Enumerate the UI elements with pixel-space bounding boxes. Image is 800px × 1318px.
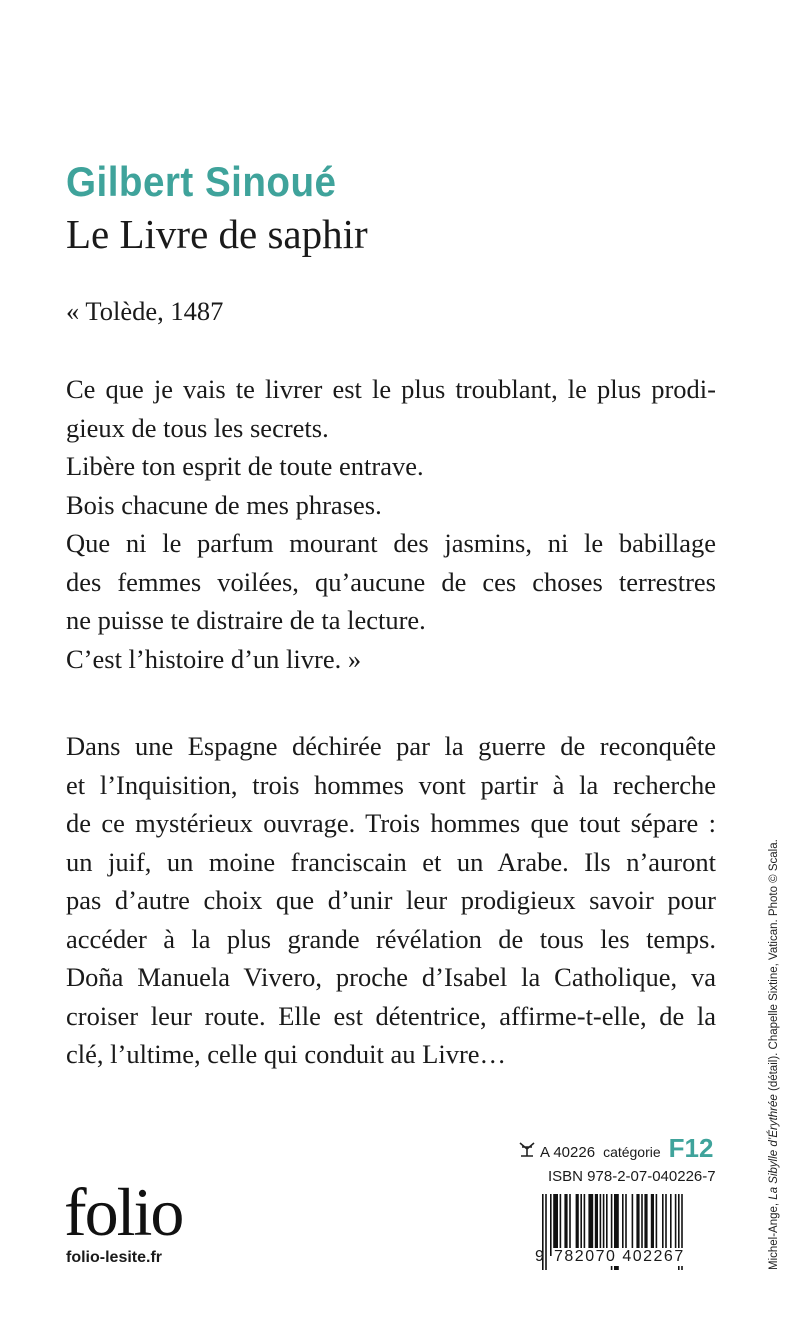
barcode-bar — [603, 1194, 605, 1256]
barcode-bar — [651, 1194, 654, 1256]
barcode-bar — [564, 1194, 567, 1256]
barcode-bar — [595, 1194, 598, 1256]
barcode-bar — [553, 1194, 558, 1256]
quote-line: Ce que je vais te livrer est le plus troublant, le plus prodi- — [66, 374, 716, 404]
synopsis-line: et l’Inquisition, trois hommes vont partir à la recherche — [66, 769, 716, 800]
barcode-bar — [606, 1194, 608, 1256]
author-name: Gilbert Sinoué — [66, 158, 337, 205]
barcode-digits: 782070 402267 — [554, 1248, 685, 1265]
barcode-bar — [580, 1194, 582, 1256]
catalog-info — [518, 1133, 713, 1163]
synopsis-line: de ce mystérieux ouvrage. Trois hommes que tout sépare : — [66, 808, 716, 838]
barcode-bar — [560, 1194, 562, 1256]
synopsis-line: croiser leur route. Elle est détentrice, affirme-t-elle, de la — [66, 1000, 716, 1031]
barcode-bar — [675, 1194, 677, 1256]
barcode-bar — [576, 1194, 579, 1256]
dateline-text: « Tolède, 1487 — [66, 296, 224, 326]
epigraph-quote — [66, 370, 716, 678]
synopsis-line: Dans une Espagne déchirée par la guerre de reconquête — [66, 731, 716, 761]
publisher-emblem-icon — [518, 1141, 536, 1162]
barcode-bar — [641, 1194, 643, 1256]
barcode-bar — [545, 1194, 547, 1270]
barcode-bar — [569, 1194, 571, 1256]
barcode-bar — [632, 1194, 634, 1256]
barcode-bar — [588, 1194, 593, 1256]
quote-line: Libère ton esprit de toute entrave. — [66, 451, 424, 481]
quote-line: gieux de tous les secrets. — [66, 412, 329, 443]
barcode-bar — [670, 1194, 672, 1256]
quote-line: C’est l’histoire d’un livre. » — [66, 643, 362, 674]
category-code: F12 — [668, 1133, 714, 1163]
book-title: Le Livre de saphir — [66, 211, 368, 257]
isbn: ISBN 978-2-07-040226-7 — [548, 1168, 716, 1185]
quote-line: Bois chacune de mes phrases. — [66, 489, 382, 520]
barcode-bar — [636, 1194, 639, 1256]
credit-suffix: (détail). Chapelle Sixtine, Vatican. Photo © Scala. — [768, 839, 780, 1095]
barcode-bar — [550, 1194, 552, 1256]
image-credit — [768, 839, 780, 1270]
barcode-bar — [644, 1194, 647, 1256]
synopsis-line: un juif, un moine franciscain et un Arabe. Ils n’auront — [66, 846, 716, 877]
credit-work-title: La Sibylle d’Érythrée — [768, 1094, 780, 1200]
barcode-bar — [584, 1194, 586, 1256]
barcode-bar — [600, 1194, 602, 1256]
quote-line: Que ni le parfum mourant des jasmins, ni le babillage — [66, 528, 716, 558]
barcode-bar — [625, 1194, 627, 1256]
synopsis — [66, 727, 716, 1074]
synopsis-line: Doña Manuela Vivero, proche d’Isabel la Catholique, va — [66, 962, 716, 992]
barcode-bar — [665, 1194, 667, 1256]
synopsis-line: pas d’autre choix que d’unir leur prodigieux savoir pour — [66, 885, 716, 915]
dateline — [66, 292, 716, 331]
category-label: catégorie — [603, 1144, 661, 1160]
barcode-bar — [662, 1194, 664, 1256]
barcode-bar — [656, 1194, 658, 1256]
folio-logo: folio — [64, 1174, 183, 1250]
synopsis-line: accéder à la plus grande révélation de tous les temps. — [66, 923, 716, 954]
credit-prefix: Michel-Ange, — [768, 1199, 780, 1270]
barcode-bar — [622, 1194, 624, 1256]
synopsis-line: clé, l’ultime, celle qui conduit au Livre… — [66, 1039, 507, 1069]
quote-line: ne puisse te distraire de ta lecture. — [66, 605, 426, 635]
catalog-code: A 40226 — [540, 1144, 596, 1161]
publisher-website: folio-lesite.fr — [66, 1249, 163, 1266]
quote-line: des femmes voilées, qu’aucune de ces choses terrestres — [66, 566, 716, 597]
barcode-lead-digit: 9 — [535, 1248, 544, 1265]
